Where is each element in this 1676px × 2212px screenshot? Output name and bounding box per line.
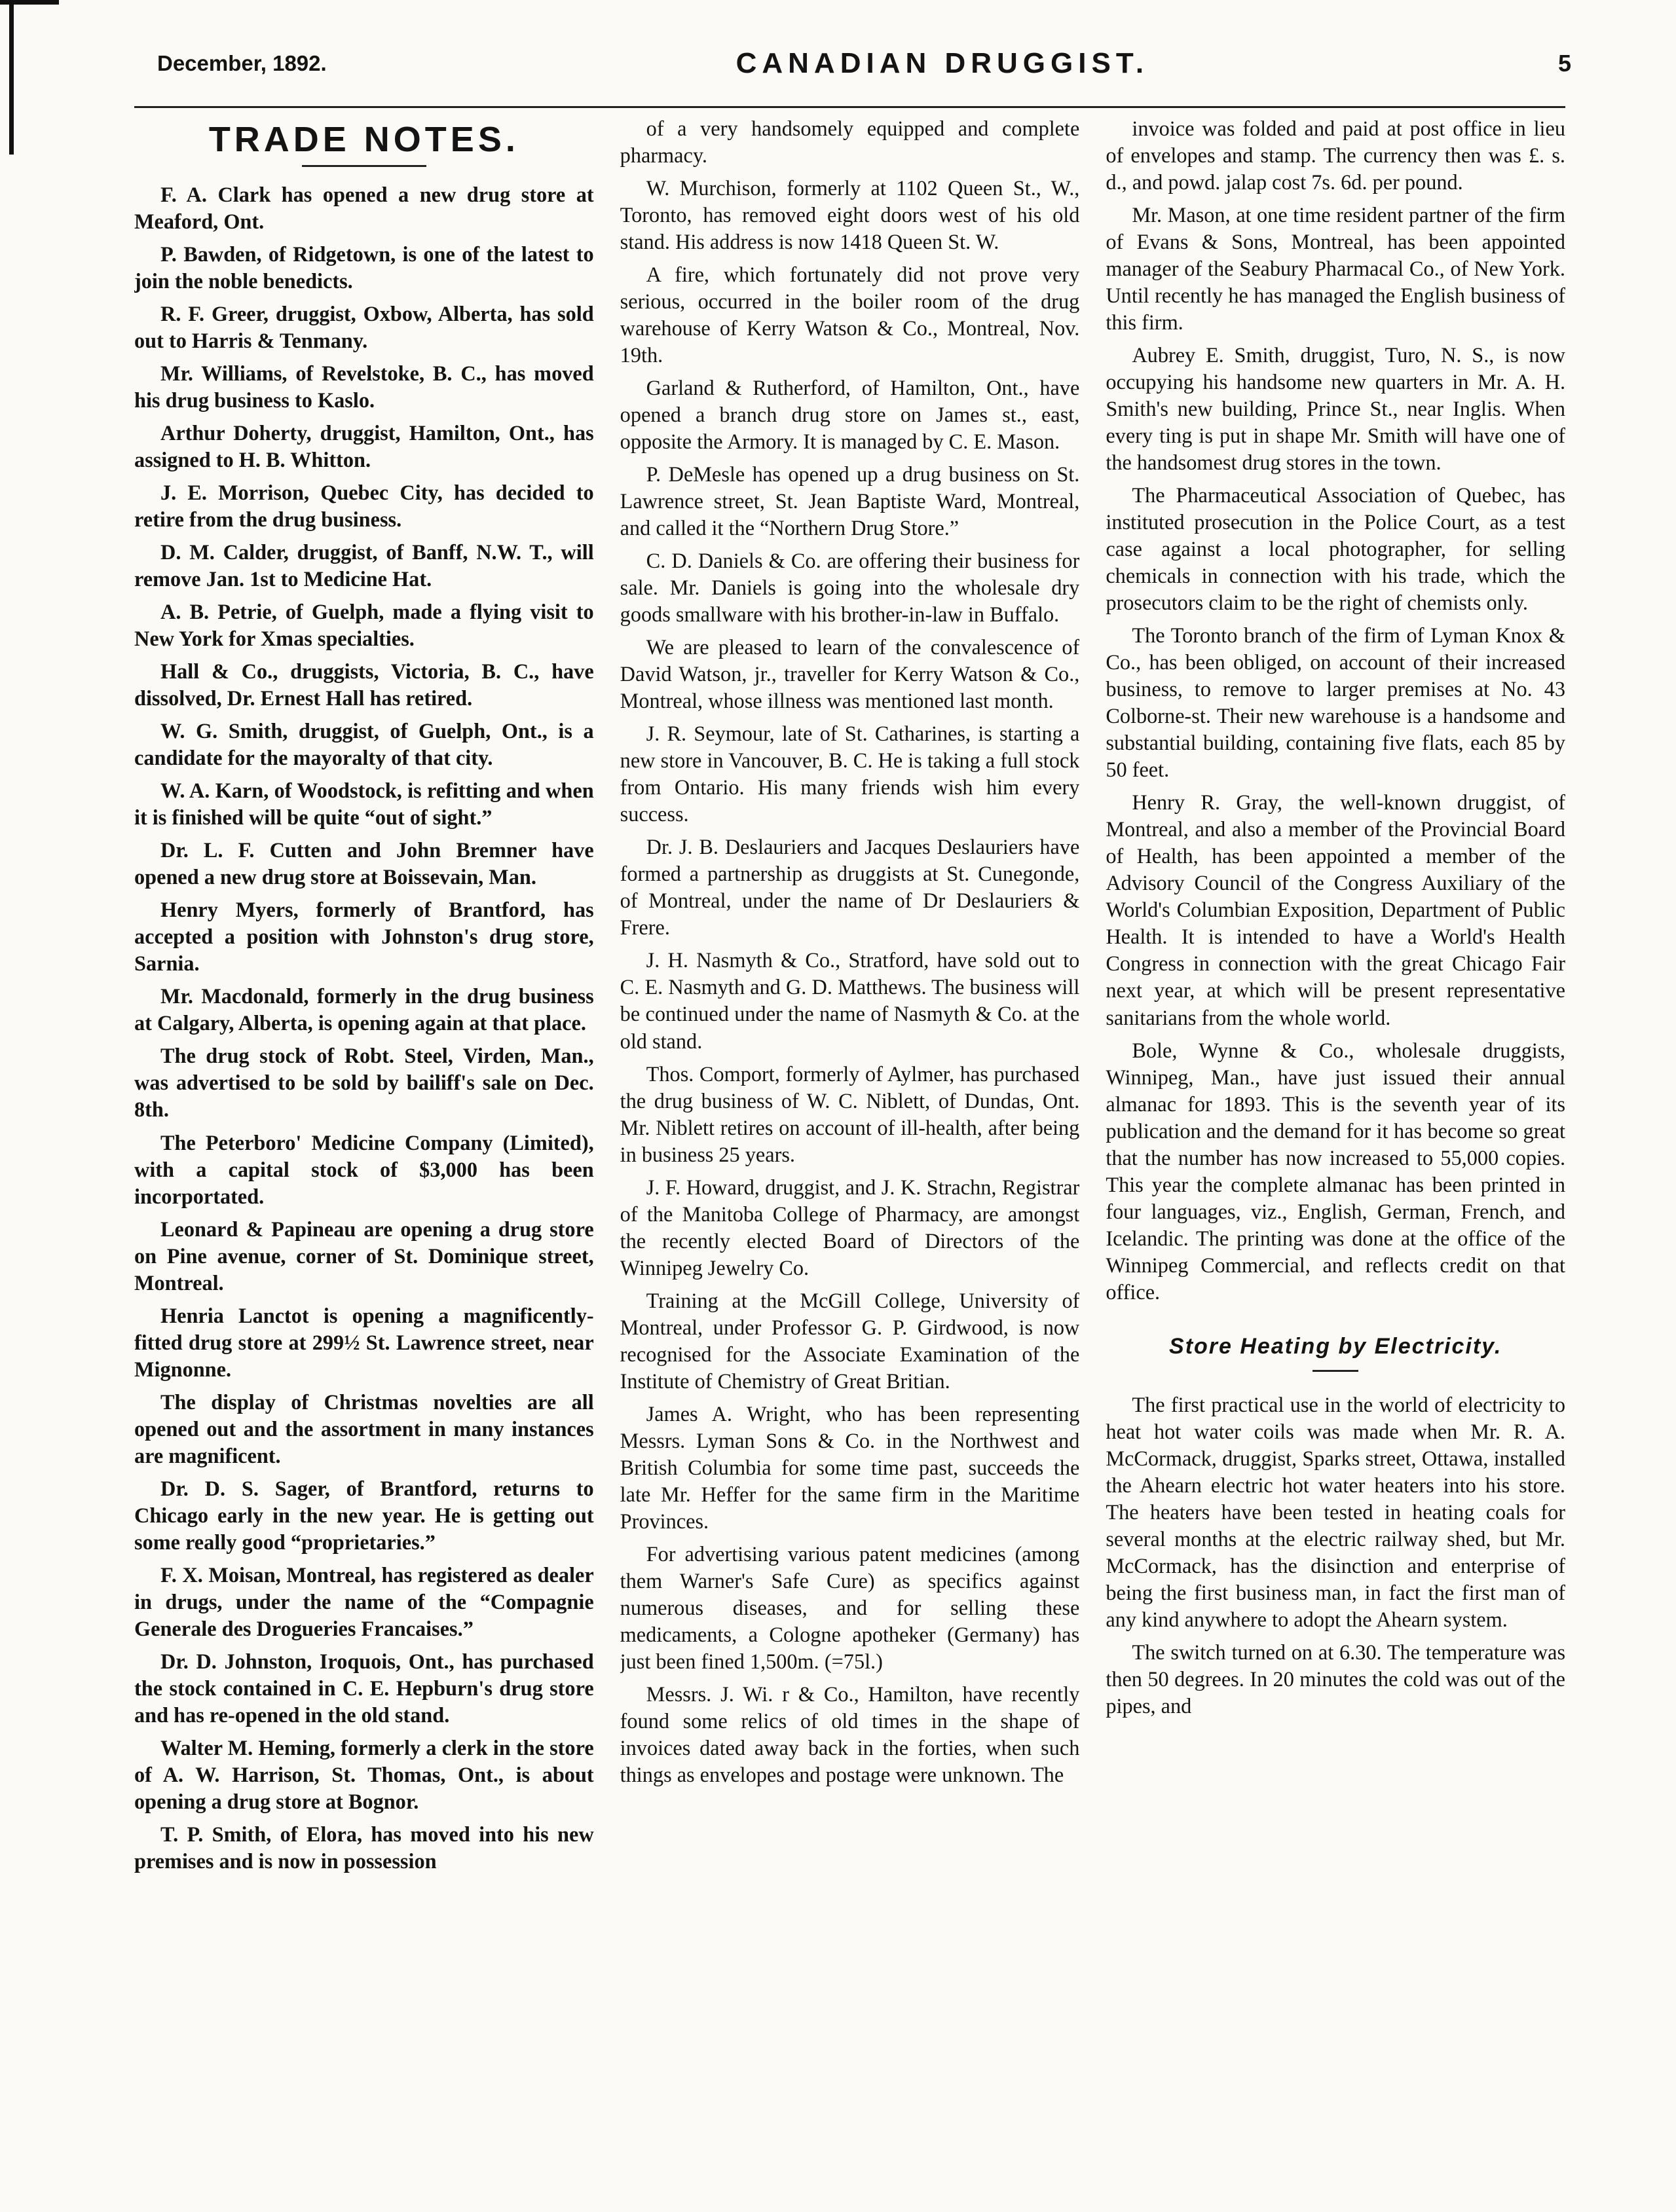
header-rule bbox=[134, 106, 1565, 108]
news-item: W. G. Smith, druggist, of Guelph, Ont., is a candidate for the mayoralty of that city. bbox=[134, 719, 594, 770]
news-item: The drug stock of Robt. Steel, Virden, Man., was advertised to be sold by bailiff's sale on Dec. 8th. bbox=[134, 1044, 594, 1122]
page-number: 5 bbox=[1557, 50, 1571, 77]
news-item: invoice was folded and paid at post office in lieu of envelopes and stamp. The currency then was £. s. d., and powd. jalap cost 7s. 6d. per pound. bbox=[1106, 117, 1565, 194]
news-item: Henry Myers, formerly of Brantford, has accepted a position with Johnston's drug store, Sarnia. bbox=[134, 898, 594, 976]
news-item: J. H. Nasmyth & Co., Stratford, have sold out to C. E. Nasmyth and G. D. Matthews. The business will be continued under the name of Nasmyth & Co. at the old stand. bbox=[620, 948, 1080, 1053]
news-item: Aubrey E. Smith, druggist, Turo, N. S., is now occupying his handsome new quarters in Mr. A. H. Smith's new building, Prince St., near Inglis. When every ting is put in shape Mr. Smith will have one of the handsomest drug stores in the town. bbox=[1106, 343, 1565, 475]
column-3 bbox=[1106, 115, 1565, 2165]
news-item: P. DeMesle has opened up a drug business on St. Lawrence street, St. Jean Baptiste Ward, Montreal, and called it the “Northern Drug Store.” bbox=[620, 462, 1080, 540]
news-item: Thos. Comport, formerly of Aylmer, has purchased the drug business of W. C. Niblett, of Dundas, Ont. Mr. Niblett retires on account of ill-health, after being in business 25 years. bbox=[620, 1061, 1080, 1166]
news-item: C. D. Daniels & Co. are offering their business for sale. Mr. Daniels is going into the wholesale dry goods smallware with his brother-in-law in Buffalo. bbox=[620, 549, 1080, 627]
news-item: W. A. Karn, of Woodstock, is refitting and when it is finished will be quite “out of sight.” bbox=[134, 779, 594, 830]
news-item: A fire, which fortunately did not prove very serious, occurred in the boiler room of the drug warehouse of Kerry Watson & Co., Montreal, Nov. 19th. bbox=[620, 263, 1080, 367]
news-item: Dr. D. S. Sager, of Brantford, returns to Chicago early in the new year. He is getting out some really good “proprietaries.” bbox=[134, 1476, 594, 1554]
news-item: Dr. L. F. Cutten and John Bremner have opened a new drug store at Boissevain, Man. bbox=[134, 838, 594, 889]
news-item: R. F. Greer, druggist, Oxbow, Alberta, has sold out to Harris & Tenmany. bbox=[134, 302, 594, 353]
news-item: T. P. Smith, of Elora, has moved into his new premises and is now in possession bbox=[134, 1822, 594, 1873]
corner-crop-bar bbox=[0, 0, 59, 5]
section-divider bbox=[1313, 1370, 1358, 1372]
publication-title: CANADIAN DRUGGIST. bbox=[736, 47, 1149, 79]
news-item: The Toronto branch of the firm of Lyman Knox & Co., has been obliged, on account of their increased business, to remove to larger premises at No. 43 Colborne-st. Their new warehouse is a handsome and substantial building, containing five flats, each 85 by 50 feet. bbox=[1106, 623, 1565, 782]
news-item: D. M. Calder, druggist, of Banff, N.W. T., will remove Jan. 1st to Medicine Hat. bbox=[134, 540, 594, 591]
news-item: Garland & Rutherford, of Hamilton, Ont., have opened a branch drug store on James st., east, opposite the Armory. It is managed by C. E. Mason. bbox=[620, 376, 1080, 454]
news-item: F. A. Clark has opened a new drug store at Meaford, Ont. bbox=[134, 183, 594, 234]
column-1 bbox=[134, 115, 594, 2165]
article-columns bbox=[134, 115, 1565, 2165]
news-item: J. E. Morrison, Quebec City, has decided to retire from the drug business. bbox=[134, 481, 594, 532]
news-item: Bole, Wynne & Co., wholesale druggists, Winnipeg, Man., have just issued their annual almanac for 1893. This is the seventh year of its publication and the demand for it has become so great that the number has now increased to 55,000 copies. This year the complete almanac has been printed in four languages, viz., English, German, French, and Icelandic. The printing was done at the office of the Winnipeg Commercial, and reflects credit on that office. bbox=[1106, 1038, 1565, 1304]
news-item: J. F. Howard, druggist, and J. K. Strachn, Registrar of the Manitoba College of Pharmacy, are amongst the recently elected Board of Directors of the Winnipeg Jewelry Co. bbox=[620, 1175, 1080, 1280]
column-2 bbox=[620, 115, 1080, 2165]
news-item: Henry R. Gray, the well-known druggist, of Montreal, and also a member of the Provincial Board of Health, has been appointed a member of the Advisory Council of the Congress Auxiliary of the World's Columbian Exposition, Department of Public Health. It is intended to have a World's Health Congress in connection with the great Chicago Fair next year, at which will be present representative sanitarians from the whole world. bbox=[1106, 790, 1565, 1029]
issue-date: December, 1892. bbox=[157, 51, 327, 75]
news-item: P. Bawden, of Ridgetown, is one of the latest to join the noble benedicts. bbox=[134, 242, 594, 293]
news-item: Training at the McGill College, University of Montreal, under Professor G. P. Girdwood, is now recognised for the Associate Examination of the Institute of Chemistry of Great Britian. bbox=[620, 1288, 1080, 1393]
news-item: F. X. Moisan, Montreal, has registered as dealer in drugs, under the name of the “Compagnie Generale des Drogueries Francaises.” bbox=[134, 1562, 594, 1640]
news-item: The Peterboro' Medicine Company (Limited), with a capital stock of $3,000 has been incorportated. bbox=[134, 1130, 594, 1208]
article-paragraph: The switch turned on at 6.30. The temperature was then 50 degrees. In 20 minutes the cold was out of the pipes, and bbox=[1106, 1640, 1565, 1718]
news-item: For advertising various patent medicines (among them Warner's Safe Cure) as specifics against numerous diseases, and for selling these medicaments, a Cologne apotheker (Germany) has just been fined 1,500m. (=75l.) bbox=[620, 1541, 1080, 1673]
news-item: Arthur Doherty, druggist, Hamilton, Ont., has assigned to H. B. Whitton. bbox=[134, 421, 594, 472]
news-item: We are pleased to learn of the convalescence of David Watson, jr., traveller for Kerry Watson & Co., Montreal, whose illness was mentioned last month. bbox=[620, 635, 1080, 713]
section-title-store-heating: Store Heating by Electricity. bbox=[1169, 1333, 1502, 1359]
news-item: The display of Christmas novelties are all opened out and the assortment in many instances are magnificent. bbox=[134, 1390, 594, 1467]
news-item: Dr. J. B. Deslauriers and Jacques Deslauriers have formed a partnership as druggists at St. Cunegonde, of Montreal, under the name of Dr Deslauriers & Frere. bbox=[620, 835, 1080, 940]
news-item: Hall & Co., druggists, Victoria, B. C., have dissolved, Dr. Ernest Hall has retired. bbox=[134, 659, 594, 710]
news-item: Mr. Williams, of Revelstoke, B. C., has moved his drug business to Kaslo. bbox=[134, 361, 594, 413]
news-item: Leonard & Papineau are opening a drug store on Pine avenue, corner of St. Dominique street, Montreal. bbox=[134, 1217, 594, 1295]
news-item: J. R. Seymour, late of St. Catharines, is starting a new store in Vancouver, B. C. He is taking a full stock from Ontario. His many friends wish him every success. bbox=[620, 722, 1080, 826]
news-item: The Pharmaceutical Association of Quebec, has instituted prosecution in the Police Court, as a test case against a local photographer, for selling chemicals in connection with his trade, which the prosecutors claim to be the right of chemists only. bbox=[1106, 483, 1565, 615]
corner-crop-mark bbox=[9, 0, 14, 155]
section-divider bbox=[302, 165, 426, 167]
news-item: A. B. Petrie, of Guelph, made a flying visit to New York for Xmas specialties. bbox=[134, 600, 594, 651]
news-item: Walter M. Heming, formerly a clerk in the store of A. W. Harrison, St. Thomas, Ont., is about opening a drug store at Bognor. bbox=[134, 1735, 594, 1813]
section-title-trade-notes: TRADE NOTES. bbox=[208, 120, 519, 159]
trade-notes-list bbox=[134, 181, 594, 1881]
news-item: Messrs. J. Wi. r & Co., Hamilton, have recently found some relics of old times in the shape of invoices dated away back in the forties, when such things as envelopes and postage were unknown. The bbox=[620, 1682, 1080, 1786]
news-item: Mr. Mason, at one time resident partner of the firm of Evans & Sons, Montreal, has been appointed manager of the Seabury Pharmacal Co., of New York. Until recently he has managed the English business of this firm. bbox=[1106, 203, 1565, 335]
news-item: Mr. Macdonald, formerly in the drug business at Calgary, Alberta, is opening again at that place. bbox=[134, 984, 594, 1035]
news-item: W. Murchison, formerly at 1102 Queen St., W., Toronto, has removed eight doors west of his old stand. His address is now 1418 Queen St. W. bbox=[620, 176, 1080, 254]
news-item: of a very handsomely equipped and complete pharmacy. bbox=[620, 117, 1080, 168]
page-header bbox=[157, 41, 1571, 86]
news-item: Henria Lanctot is opening a magnificently-fitted drug store at 299½ St. Lawrence street, near Mignonne. bbox=[134, 1303, 594, 1381]
article-paragraph: The first practical use in the world of electricity to heat hot water coils was made when Mr. R. A. McCormack, druggist, Sparks street, Ottawa, installed the Ahearn electric hot water heaters into his store. The heaters have been tested in heating coals for several months at the electric railway shed, but Mr. McCormack, has the disinction and enterprise of being the first business man, in fact the first man of any kind anywhere to adopt the Ahearn system. bbox=[1106, 1392, 1565, 1631]
news-item: James A. Wright, who has been representing Messrs. Lyman Sons & Co. in the Northwest and British Columbia for some time past, succeeds the late Mr. Heffer for the same firm in the Maritime Provinces. bbox=[620, 1401, 1080, 1533]
news-item: Dr. D. Johnston, Iroquois, Ont., has purchased the stock contained in C. E. Hepburn's drug store and has re-opened in the old stand. bbox=[134, 1649, 594, 1727]
